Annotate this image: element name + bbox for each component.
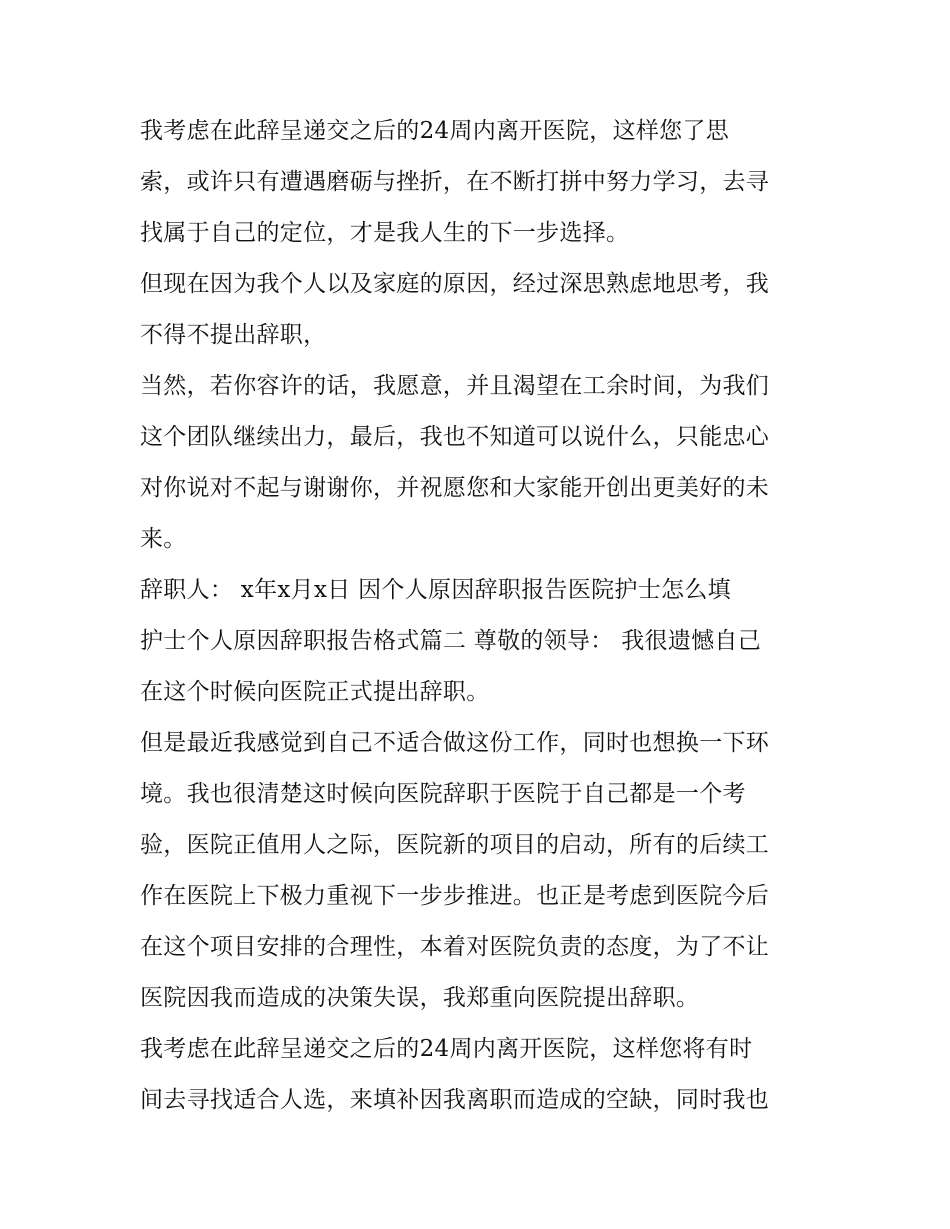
text-line: 找属于自己的定位，才是我人生的下一步选择。 [140,220,630,246]
text-line: 境。我也很清楚这时候向医院辞职于医院于自己都是一个考 [140,781,746,807]
paragraph-1 [140,112,820,252]
paragraph-6 [140,1030,820,1119]
text-line: 在这个时候向医院正式提出辞职。 [140,679,490,705]
paragraph-4 [140,571,820,711]
text-line: 我考虑在此辞呈递交之后的24周内离开医院，这样您将有时 [140,1036,753,1062]
text-line: 验，医院正值用人之际，医院新的项目的启动，所有的后续工 [140,832,770,858]
text-line: 辞职人： x年x月x日 因个人原因辞职报告医院护士怎么填 [140,577,731,603]
text-line: 护士个人原因辞职报告格式篇二 尊敬的领导： 我很遗憾自己 [140,628,762,654]
text-line: 我考虑在此辞呈递交之后的24周内离开医院，这样您了思 [140,118,730,144]
text-line: 在这个项目安排的合理性，本着对医院负责的态度，为了不让 [140,934,770,960]
text-line: 但是最近我感觉到自己不适合做这份工作，同时也想换一下环 [140,730,770,756]
document-body [140,112,820,1132]
text-line: 医院因我而造成的决策失误，我郑重向医院提出辞职。 [140,985,700,1011]
text-line: 这个团队继续出力，最后，我也不知道可以说什么，只能忠心 [140,424,770,450]
text-line: 作在医院上下极力重视下一步步推进。也正是考虑到医院今后 [140,883,770,909]
text-line: 不得不提出辞职， [140,322,327,348]
paragraph-2 [140,265,820,354]
paragraph-3 [140,367,820,558]
text-line: 索，或许只有遭遇磨砺与挫折，在不断打拼中努力学习，去寻 [140,169,770,195]
text-line: 但现在因为我个人以及家庭的原因，经过深思熟虑地思考，我 [140,271,770,297]
text-line: 对你说对不起与谢谢你，并祝愿您和大家能开创出更美好的未 [140,475,770,501]
text-line: 当然，若你容许的话，我愿意，并且渴望在工余时间，为我们 [140,373,770,399]
text-line: 间去寻找适合人选，来填补因我离职而造成的空缺，同时我也 [140,1087,770,1113]
text-line: 来。 [140,526,187,552]
paragraph-5 [140,724,820,1017]
